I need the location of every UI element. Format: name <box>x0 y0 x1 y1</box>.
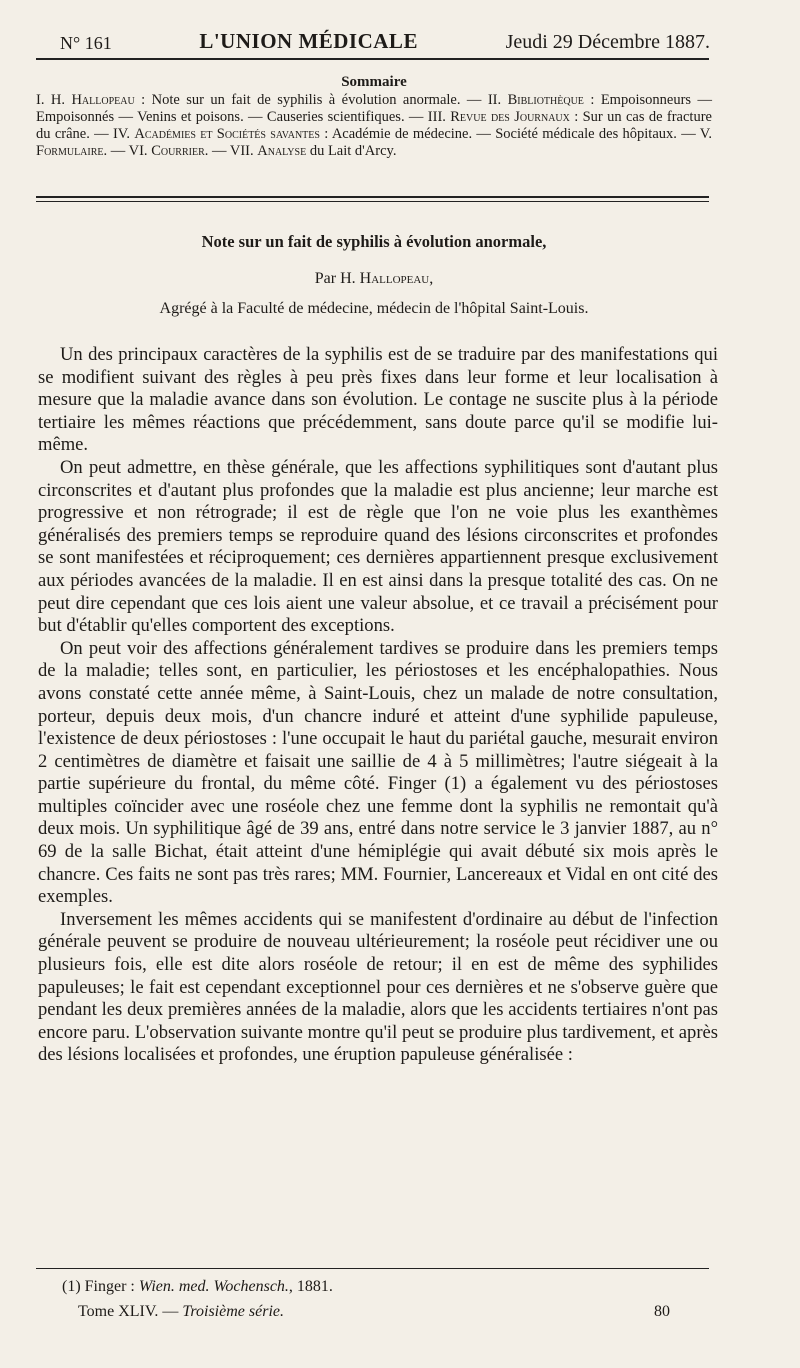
summary-part: : Empoisonneurs — Empoisonnés — Venins et poisons. — Causeries scientifiques. — III. <box>36 92 712 125</box>
page-footer <box>78 1303 670 1321</box>
footnote <box>62 1278 712 1296</box>
summary-section: Académies et Sociétés savantes <box>134 126 320 142</box>
header-rule <box>36 58 709 60</box>
summary-section: Formulaire <box>36 143 104 159</box>
article-title: Note sur un fait de syphilis à évolution anormale, <box>201 232 547 251</box>
issue-date: Jeudi 29 Décembre 1887. <box>505 31 710 53</box>
summary-part: : Note sur un fait de syphilis à évolution anormale. — II. <box>134 92 508 108</box>
summary-rule-top <box>36 196 709 198</box>
summary-part: . — VII. <box>204 143 258 159</box>
summary-section: Analyse <box>257 143 307 159</box>
summary-section: Courrier <box>151 143 205 159</box>
summary-part: du Lait d'Arcy. <box>306 143 397 159</box>
journal-title: L'UNION MÉDICALE <box>199 29 418 53</box>
series-label: Troisième série. <box>182 1303 284 1320</box>
article-body <box>38 344 718 1067</box>
summary-part: : Académie de médecine. — Société médicale des hôpitaux. — V. <box>319 126 713 142</box>
paragraph: On peut voir des affections généralement tardives se produire dans les premiers temps de la maladie; telles sont, en particulier, les périostoses et les encéphalopathies. Nous avons constaté cette année même, à Saint-Louis, chez un malade de notre consultation, porteur, depuis deux mois, d'un chancre induré et atteint d'une syphilide papuleuse, l'existence de deux périostoses : l'une occupait le haut du pariétal gauche, mesurait environ 2 centimètres de diamètre et faisait une saillie de 4 à 5 millimètres; l'autre siégeait à la partie supérieure du frontal, du même côté. Finger (1) a également vu des périostoses multiples coïncider avec une roséole chez une femme dont la syphilis ne remontait qu'à deux mois. Un syphilitique âgé de 39 ans, entré dans notre service le 3 janvier 1887, au n° 69 de la salle Bichat, était atteint d'une hémiplégie qui avait débuté six mois après le chancre. Ces faits ne sont pas très rares; MM. Fournier, Lancereaux et Vidal en ont cité des exemples. <box>38 637 718 908</box>
tome-label <box>78 1303 284 1321</box>
article-author <box>36 270 712 288</box>
paragraph: Un des principaux caractères de la syphilis est de se traduire par des manifestations qui se modifient suivant des règles à peu près fixes dans leur forme et leur localisation à mesure que la maladie avance dans son évolution. Le contage ne suscite plus à la période tertiaire les mêmes réactions que précédemment, sans doute parce qu'il se modifie lui-même. <box>38 344 718 456</box>
summary-section: Bibliothèque <box>507 92 584 108</box>
summary-rule-bottom <box>36 201 709 202</box>
page-number: 80 <box>654 1303 670 1320</box>
summary-part: . — VI. <box>103 143 152 159</box>
author-name: Hallopeau, <box>359 270 434 287</box>
summary-text <box>36 92 712 160</box>
summary-part: : Sur un cas de fracture du crâne. — IV. <box>36 109 712 142</box>
article-affiliation: Agrégé à la Faculté de médecine, médecin de l'hôpital Saint-Louis. <box>159 300 589 317</box>
paragraph: On peut admettre, en thèse générale, que les affections syphilitiques sont d'autant plus circonscrites et d'autant plus profondes que la maladie est plus ancienne; leur marche est progressive et non rétrograde; il est de règle que l'on ne voie plus les exanthèmes généralisés des premiers temps se reproduire quand des lésions circonscrites et profondes se sont manifestées et réciproquement; ces dernières appartiennent presque exclusivement aux périodes avancées de la maladie. Il en est ainsi dans la presque totalité des cas. On ne peut dire cependant que ces lois aient une valeur absolue, et ce travail a précisément pour but d'établir qu'elles comportent des exceptions. <box>38 456 718 637</box>
summary-section: Revue des Journaux <box>450 109 570 125</box>
paragraph: Inversement les mêmes accidents qui se manifestent d'ordinaire au début de l'infection générale peuvent se produire de nouveau ultérieurement; la roséole peut récidiver une ou plusieurs fois, elle est dite alors roséole de retour; il en est de même des syphilides papuleuses; le fait est cependant exceptionnel pour ces dernières et ne s'observe guère que pendant les deux premières années de la maladie, alors que les accidents tertiaires n'ont pas encore paru. L'observation suivante montre qu'il peut se produire plus tardivement, et après des lésions localisées et profondes, une éruption papuleuse généralisée : <box>38 908 718 1066</box>
summary-block <box>36 74 712 160</box>
tome-number: Tome XLIV. — <box>78 1303 183 1320</box>
footnote-label: (1) Finger : <box>62 1278 139 1295</box>
footnote-rule <box>36 1268 709 1269</box>
issue-number: N° 161 <box>60 33 112 53</box>
footnote-source: Wien. med. Wochensch. <box>138 1278 289 1295</box>
summary-author: Hallopeau <box>71 92 135 108</box>
author-prefix: Par H. <box>314 270 360 287</box>
summary-part: I. H. <box>36 92 72 108</box>
summary-title: Sommaire <box>341 74 407 90</box>
footnote-year: , 1881. <box>288 1278 333 1295</box>
page-header <box>60 18 710 54</box>
